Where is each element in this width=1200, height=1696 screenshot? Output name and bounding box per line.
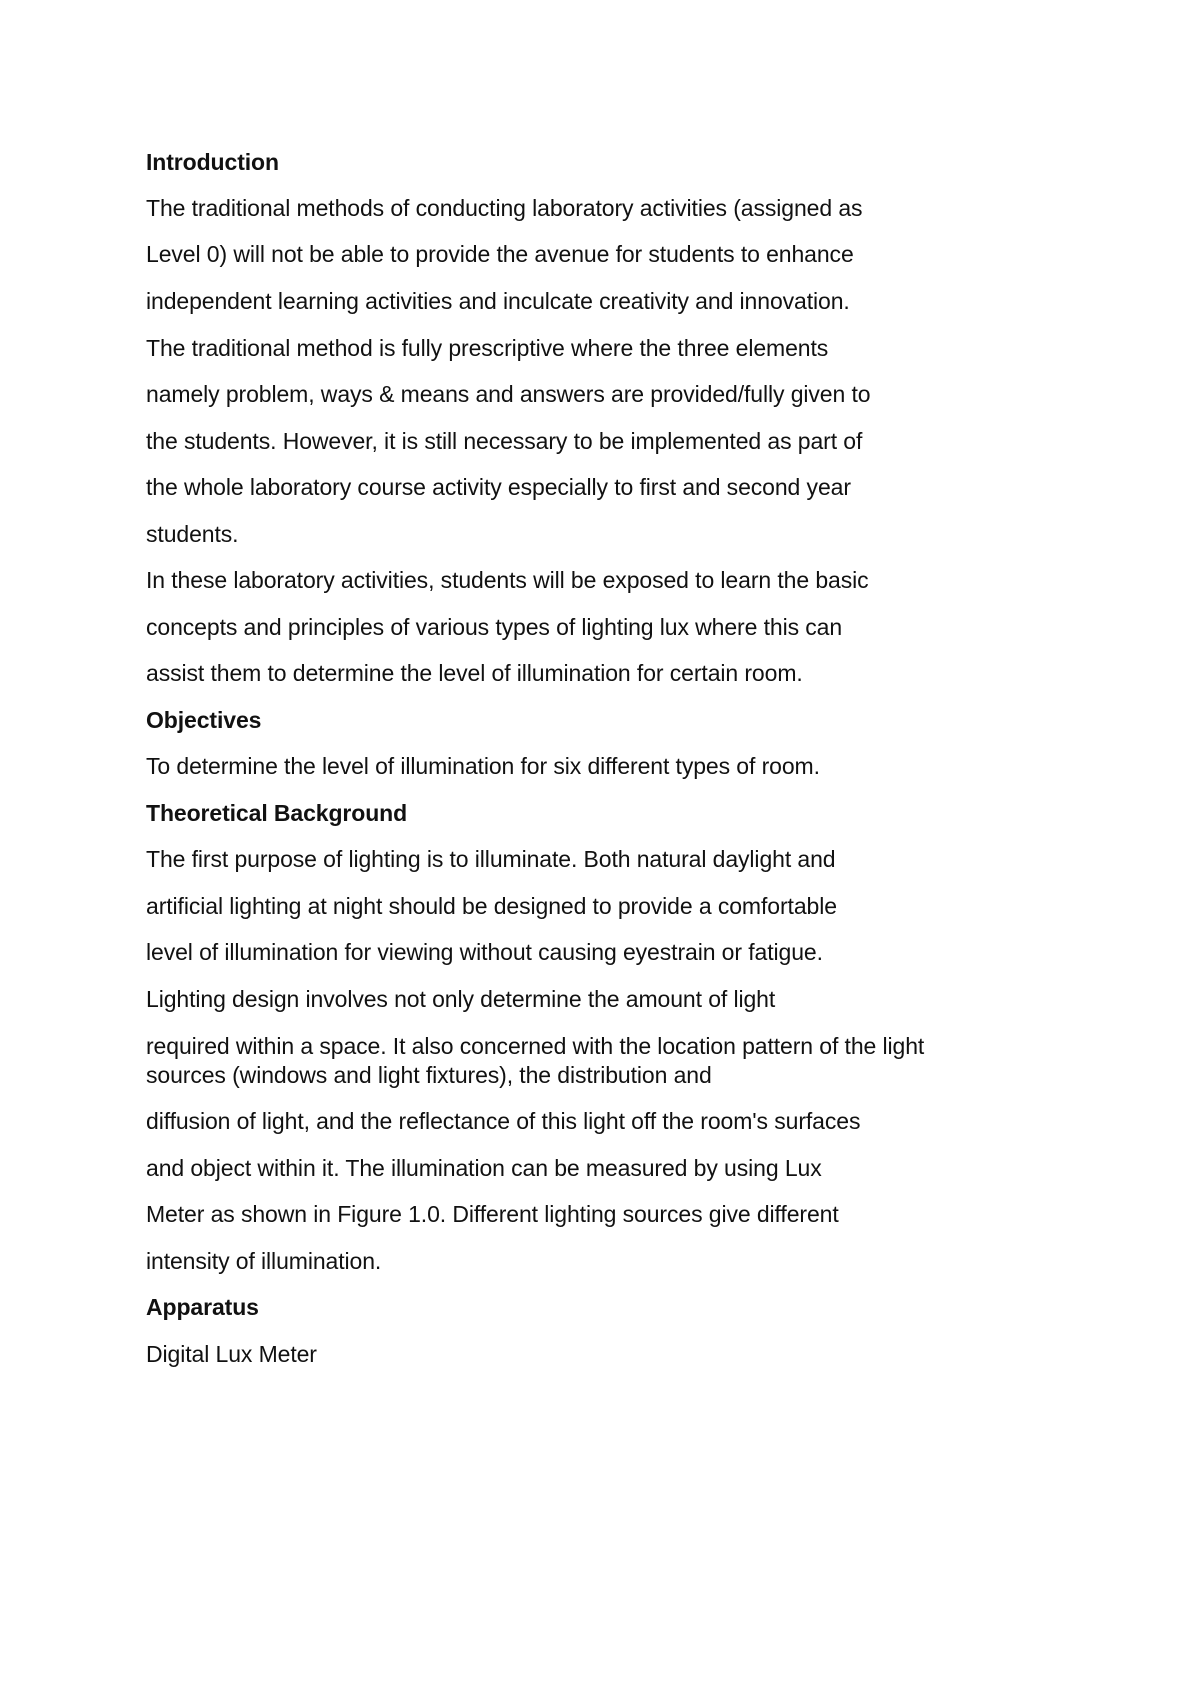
intro-line-2: Level 0) will not be able to provide the avenue for students to enhance [146,241,854,267]
theory-line-9: Meter as shown in Figure 1.0. Different lighting sources give different [146,1201,839,1227]
intro-line-7: the whole laboratory course activity especially to first and second year [146,474,851,500]
theory-line-6: sources (windows and light fixtures), the distribution and [146,1062,712,1088]
theory-line-3: level of illumination for viewing without causing eyestrain or fatigue. [146,939,823,965]
theory-line-5: required within a space. It also concerned with the location pattern of the light [146,1033,925,1059]
apparatus-line-1: Digital Lux Meter [146,1341,317,1367]
heading-theoretical-background: Theoretical Background [146,800,408,826]
theory-line-1: The first purpose of lighting is to illuminate. Both natural daylight and [146,846,836,872]
intro-line-3: independent learning activities and inculcate creativity and innovation. [146,288,850,314]
intro-line-4: The traditional method is fully prescriptive where the three elements [146,335,829,361]
theory-line-7: diffusion of light, and the reflectance of this light off the room's surfaces [146,1108,861,1134]
heading-apparatus: Apparatus [146,1294,259,1320]
intro-line-6: the students. However, it is still necessary to be implemented as part of [146,428,863,454]
objectives-line-1: To determine the level of illumination for six different types of room. [146,753,820,779]
theory-line-10: intensity of illumination. [146,1248,382,1274]
intro-line-5: namely problem, ways & means and answers are provided/fully given to [146,381,871,407]
intro-line-11: assist them to determine the level of illumination for certain room. [146,660,803,686]
theory-line-4: Lighting design involves not only determine the amount of light [146,986,776,1012]
theory-line-2: artificial lighting at night should be designed to provide a comfortable [146,893,837,919]
intro-line-9: In these laboratory activities, students will be exposed to learn the basic [146,567,869,593]
intro-line-10: concepts and principles of various types of lighting lux where this can [146,614,843,640]
heading-introduction: Introduction [146,149,279,175]
theory-line-8: and object within it. The illumination can be measured by using Lux [146,1155,822,1181]
heading-objectives: Objectives [146,707,262,733]
intro-line-1: The traditional methods of conducting laboratory activities (assigned as [146,195,863,221]
intro-line-8: students. [146,521,239,547]
